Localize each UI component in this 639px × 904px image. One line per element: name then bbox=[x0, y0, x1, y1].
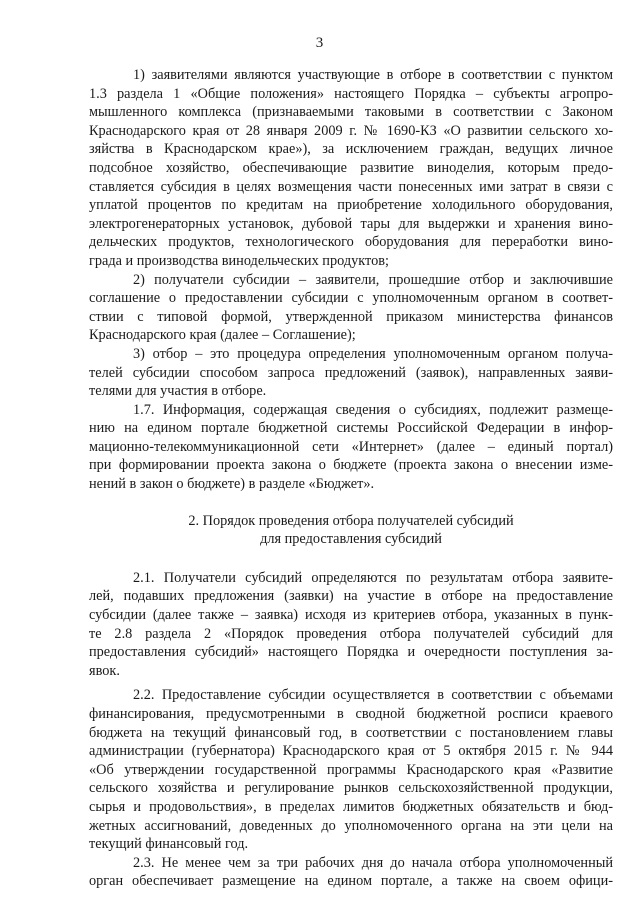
document-body bbox=[89, 66, 613, 891]
text-line: сырья и продовольствия», в пределах лимитов бюджетных обязательств и бюд- bbox=[89, 798, 613, 815]
paragraph-2-1 bbox=[89, 569, 613, 681]
text-line: зяйства в Краснодарском крае»), за исключением граждан, ведущих личное bbox=[89, 141, 613, 158]
paragraph-item-2 bbox=[89, 271, 613, 345]
text-line: 2.1. Получатели субсидий определяются по результатам отбора заявите- bbox=[133, 569, 613, 586]
text-line: 3) отбор – это процедура определения уполномоченным органом получа- bbox=[133, 345, 613, 362]
text-line: лей, подавших предложения (заявки) на участие в отборе на предоставление bbox=[89, 588, 613, 605]
text-line: субсидии (далее также – заявка) исходя из критериев отбора, указанных в пунк- bbox=[89, 607, 613, 624]
text-line: жетных ассигнований, доведенных до уполномоченного органа на эти цели на bbox=[89, 817, 613, 834]
text-line: мационно-телекоммуникационной сети «Интернет» (далее – единый портал) bbox=[89, 438, 613, 455]
text-line: телей субсидии способом запроса предложений (заявок), направленных заяви- bbox=[89, 364, 613, 381]
text-line: телями для участия в отборе. bbox=[89, 383, 267, 400]
text-line: 1.7. Информация, содержащая сведения о субсидиях, подлежит размеще- bbox=[133, 401, 613, 418]
text-line: те 2.8 раздела 2 «Порядок проведения отбора получателей субсидий для bbox=[89, 625, 613, 642]
text-line: явок. bbox=[89, 662, 120, 679]
text-line: уплатой процентов по кредитам на приобретение холодильного оборудования, bbox=[89, 197, 613, 214]
text-line: финансирования, предусмотренными в сводной бюджетной росписи краевого bbox=[89, 706, 613, 722]
text-line: «Об утверждении государственной программы Краснодарского края «Развитие bbox=[89, 761, 613, 778]
text-line: соглашение о предоставлении субсидии с уполномоченным органом в соответ- bbox=[89, 290, 613, 307]
text-line: орган обеспечивает размещение на едином портале, а также на своем офици- bbox=[89, 873, 613, 890]
text-line: сельского хозяйства и регулирование рынков сельскохозяйственной продукции, bbox=[89, 780, 613, 797]
paragraph-item-1 bbox=[89, 66, 613, 271]
paragraph-item-3 bbox=[89, 345, 613, 401]
text-line: Краснодарского края (далее – Соглашение); bbox=[89, 327, 356, 344]
text-line: дельческих продуктов, технологического оборудования для переработки вино- bbox=[89, 234, 613, 251]
paragraph-2-3 bbox=[89, 854, 613, 891]
text-line: 1.3 раздела 1 «Общие положения» настоящего Порядка – субъекты агропро- bbox=[89, 85, 613, 102]
text-line: 2.2. Предоставление субсидии осуществляется в соответствии с объемами bbox=[133, 687, 613, 704]
text-line: при формировании проекта закона о бюджете (проекта закона о внесении изме- bbox=[89, 457, 613, 474]
section-heading bbox=[89, 512, 613, 549]
text-line: града и производства винодельческих продуктов; bbox=[89, 252, 389, 269]
paragraph-1-7 bbox=[89, 401, 613, 494]
text-line: подсобное хозяйство, обеспечивающие развитие виноделия, которым предо- bbox=[89, 159, 613, 176]
text-line: нений в закон о бюджете) в разделе «Бюджет». bbox=[89, 476, 375, 493]
text-line: нию на едином портале бюджетной системы Российской Федерации в инфор- bbox=[89, 420, 613, 437]
page-number: 3 bbox=[315, 35, 324, 51]
text-line: предоставления субсидий» настоящего Порядка и очередности поступления за- bbox=[89, 644, 613, 661]
text-line: Краснодарского края от 28 января 2009 г. № 1690-КЗ «О развитии сельского хо- bbox=[89, 122, 613, 139]
text-line: бюджета на текущий финансовый год, в соответствии с постановлением главы bbox=[89, 724, 613, 741]
section-heading-line-1: 2. Порядок проведения отбора получателей субсидий bbox=[188, 512, 514, 529]
text-line: электрогенераторных установок, дубовой тары для выдержки и хранения вино- bbox=[89, 215, 613, 232]
text-line: мышленного комплекса (признаваемыми таковыми в соответствии с Законом bbox=[89, 104, 613, 121]
text-line: ставляется субсидия в целях возмещения части понесенных ими затрат в связи с bbox=[89, 178, 613, 195]
text-line: 2) получатели субсидии – заявители, прошедшие отбор и заключившие bbox=[133, 271, 613, 288]
section-heading-line-2: для предоставления субсидий bbox=[260, 531, 442, 548]
paragraph-2-2 bbox=[89, 686, 613, 853]
text-line: ствии с типовой формой, утвержденной приказом министерства финансов bbox=[89, 308, 613, 325]
text-line: администрации (губернатора) Краснодарского края от 5 октября 2015 г. № 944 bbox=[89, 743, 613, 760]
text-line: текущий финансовый год. bbox=[89, 836, 249, 853]
text-line: 2.3. Не менее чем за три рабочих дня до начала отбора уполномоченный bbox=[133, 854, 613, 871]
text-line: 1) заявителями являются участвующие в отборе в соответствии с пунктом bbox=[133, 67, 613, 83]
